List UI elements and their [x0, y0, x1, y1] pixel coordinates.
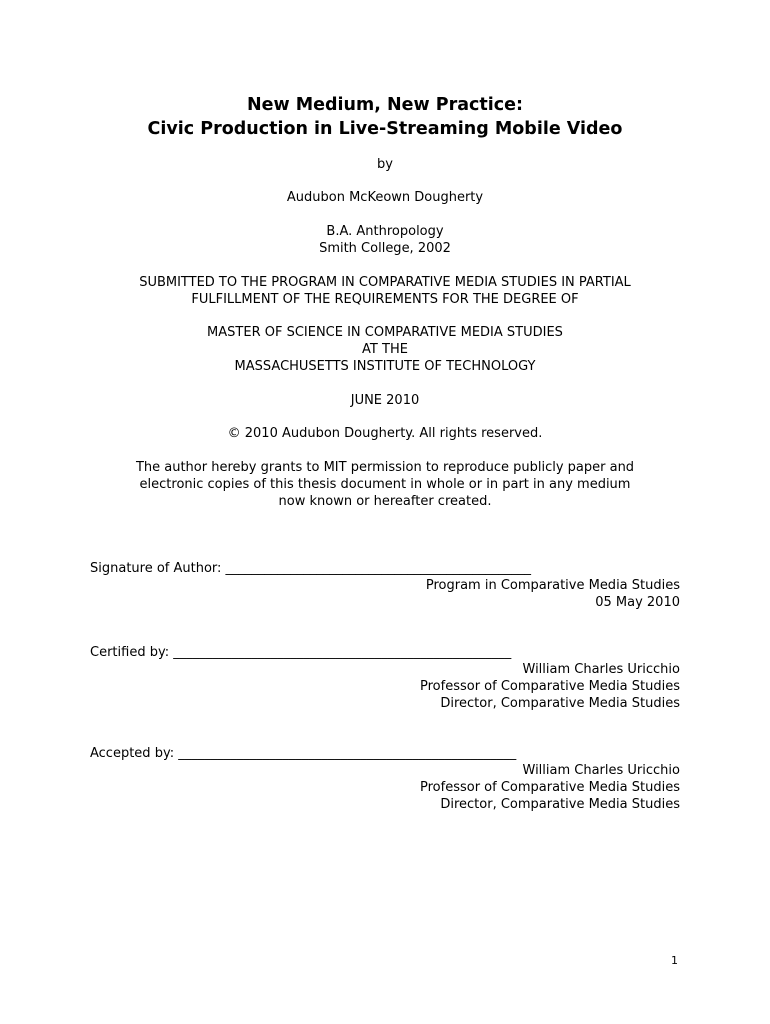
author-sign-date: 05 May 2010: [595, 595, 680, 610]
permission-line-1: The author hereby grants to MIT permission to reproduce publicly paper and: [135, 460, 635, 475]
permission-line-2: electronic copies of this thesis document in whole or in part in any medium: [139, 477, 631, 492]
accepted-title-2: Director, Comparative Media Studies: [440, 797, 680, 812]
author-program: Program in Comparative Media Studies: [425, 578, 680, 593]
by-label: by: [377, 157, 393, 172]
permission-line-3: now known or hereafter created.: [278, 494, 492, 509]
certified-name: William Charles Uricchio: [522, 662, 680, 677]
accepted-name: William Charles Uricchio: [522, 763, 680, 778]
master-line-1: MASTER OF SCIENCE IN COMPARATIVE MEDIA STUDIES: [207, 325, 563, 340]
accepted-title-1: Professor of Comparative Media Studies: [420, 780, 680, 795]
submitted-line-1: SUBMITTED TO THE PROGRAM IN COMPARATIVE MEDIA STUDIES IN PARTIAL: [139, 275, 631, 290]
copyright-notice: © 2010 Audubon Dougherty. All rights reserved.: [227, 426, 543, 441]
title-line-1: New Medium, New Practice:: [246, 95, 524, 115]
degree-line-2: Smith College, 2002: [319, 241, 451, 256]
author-name: Audubon McKeown Dougherty: [286, 190, 484, 205]
title-line-2: Civic Production in Live-Streaming Mobile Video: [147, 119, 623, 139]
master-line-3: MASSACHUSETTS INSTITUTE OF TECHNOLOGY: [234, 359, 536, 374]
page-number: 1: [671, 954, 678, 967]
accepted-signature-line: Accepted by: ____________________________________________________: [90, 746, 517, 761]
submitted-line-2: FULFILLMENT OF THE REQUIREMENTS FOR THE DEGREE OF: [191, 292, 579, 307]
degree-line-1: B.A. Anthropology: [326, 224, 444, 239]
certified-title-2: Director, Comparative Media Studies: [440, 696, 680, 711]
master-line-2: AT THE: [362, 342, 408, 357]
submission-date: JUNE 2010: [350, 393, 420, 408]
certified-signature-line: Certified by: ____________________________________________________: [90, 645, 512, 660]
certified-title-1: Professor of Comparative Media Studies: [420, 679, 680, 694]
author-signature-line: Signature of Author: _______________________________________________: [90, 561, 532, 576]
